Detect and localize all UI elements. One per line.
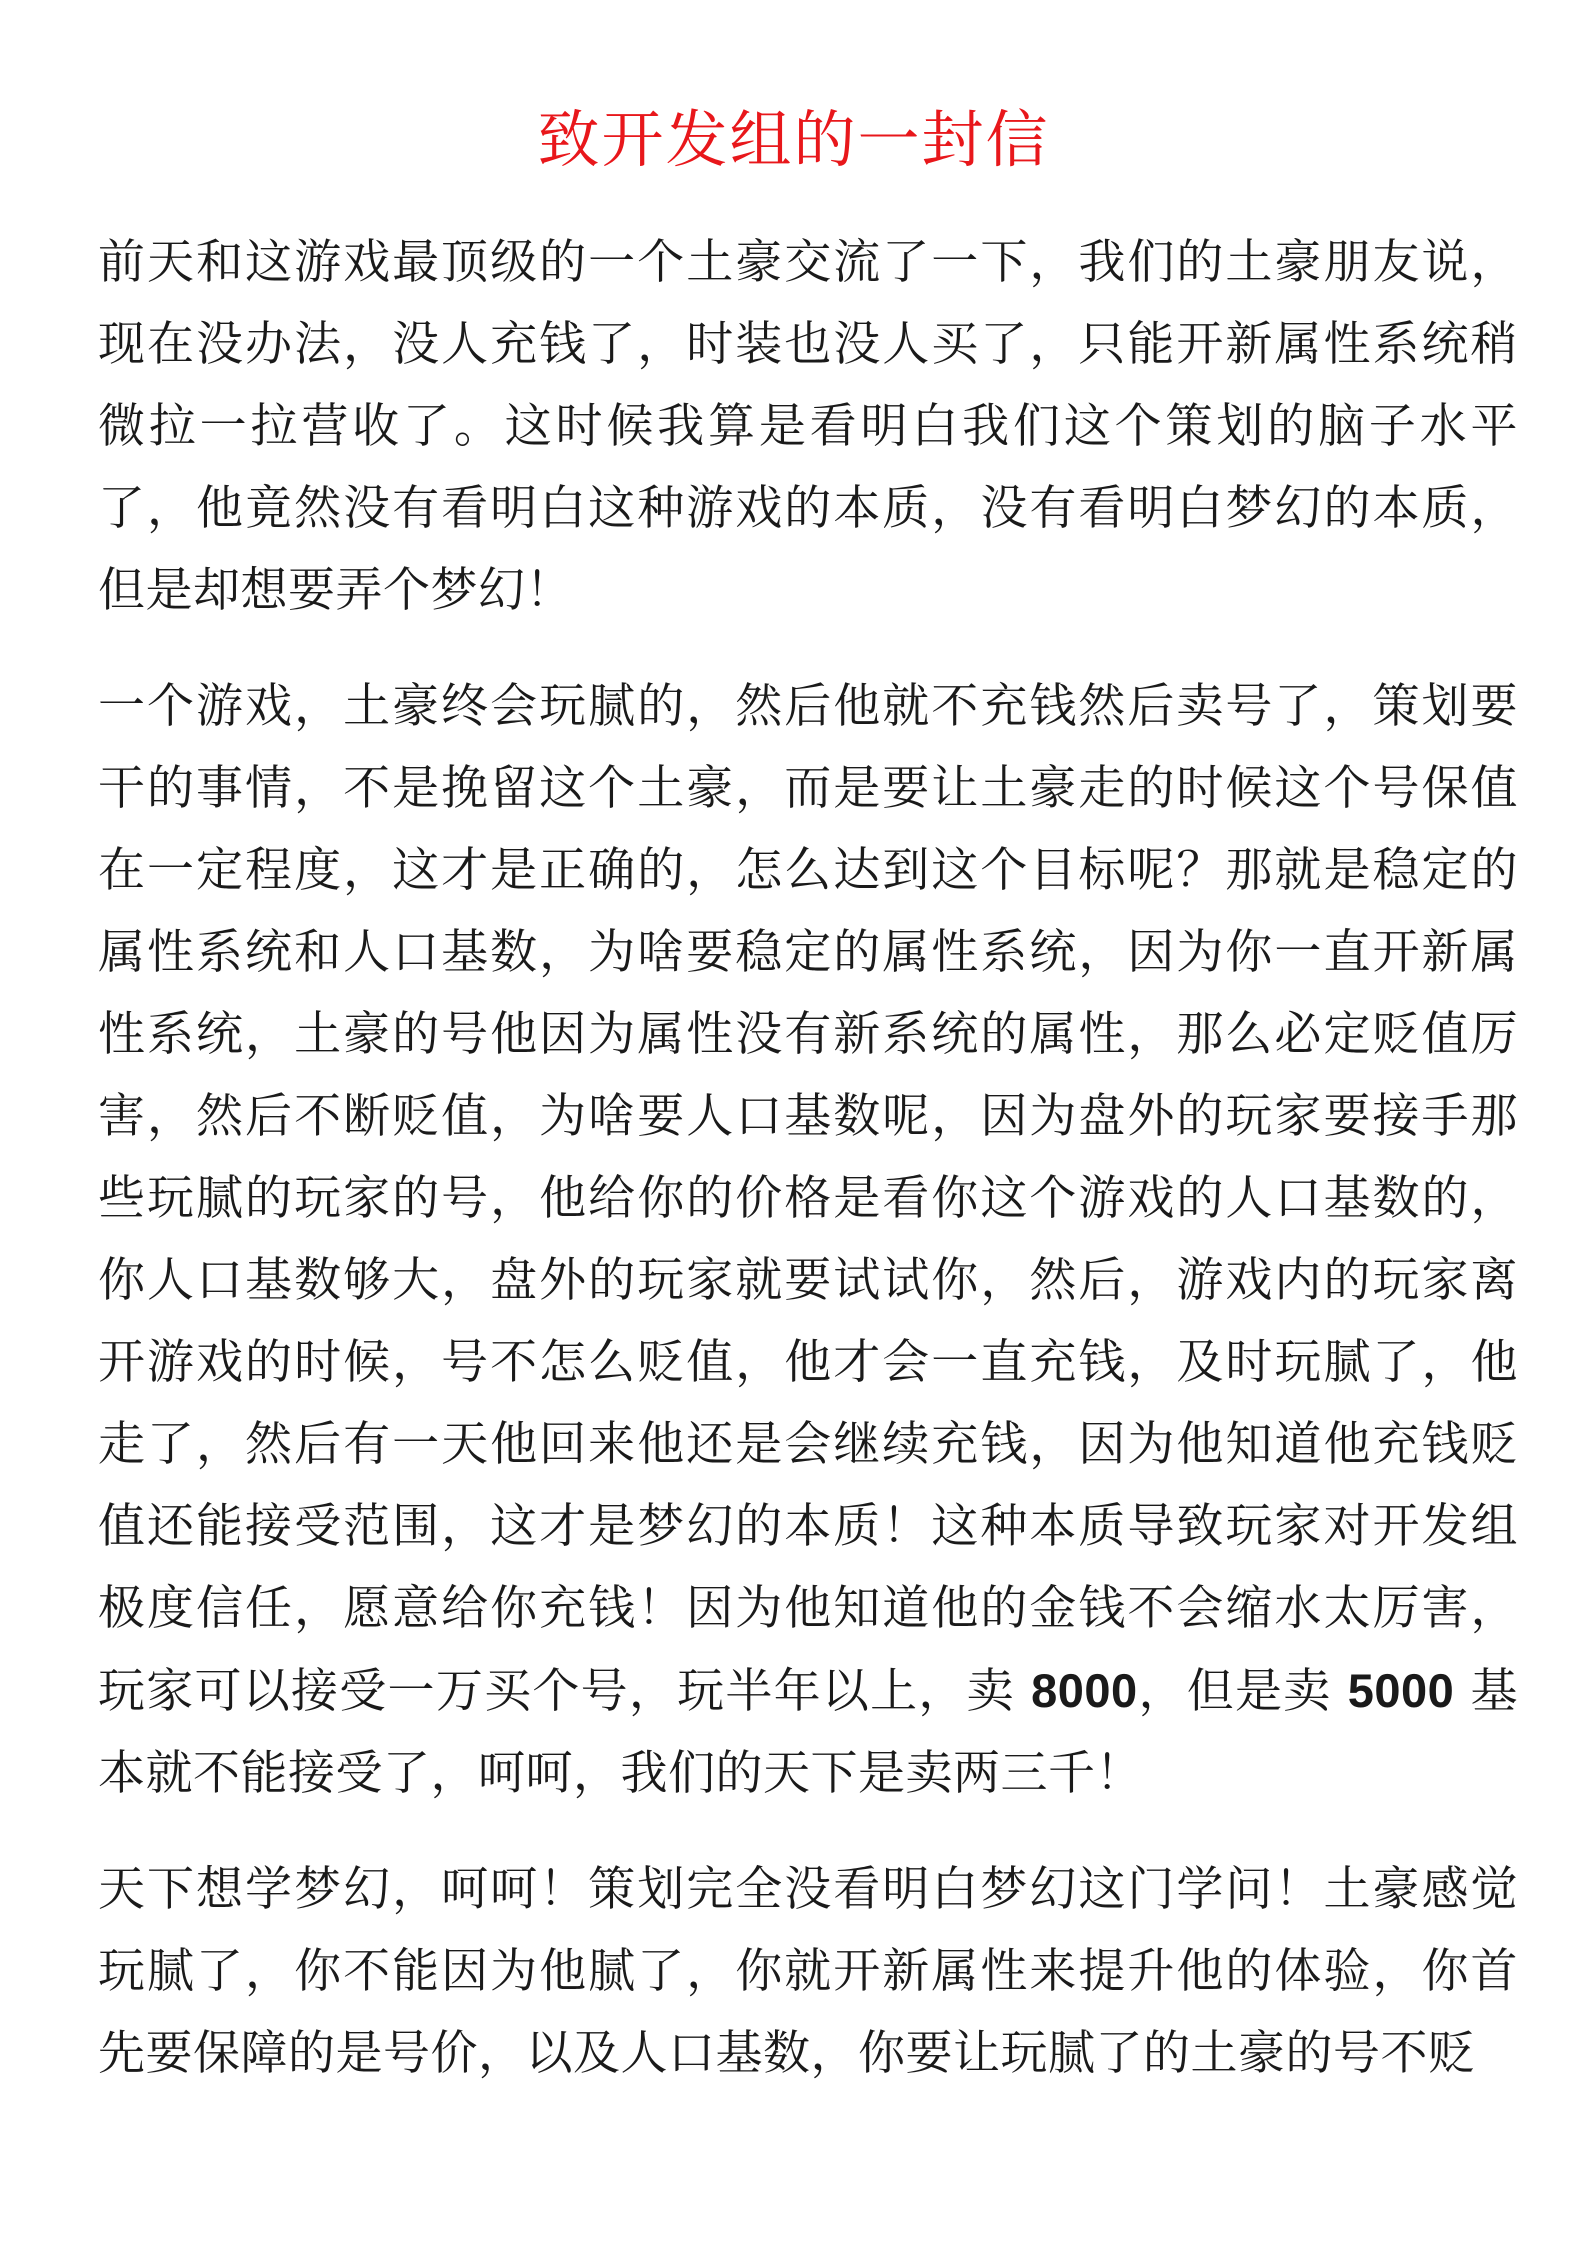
paragraph-2-tail: 基本就不能接受了，呵呵，我们的天下是卖两三千！ (98, 1664, 1518, 1801)
price-5000: 5000 (1347, 1664, 1455, 1717)
paragraph-2-mid: ，但是卖 (1137, 1664, 1332, 1719)
letter-body (98, 222, 1518, 2095)
paragraph-2-text: 一个游戏，土豪终会玩腻的，然后他就不充钱然后卖号了，策划要干的事情，不是挽留这个土豪，而是要让土豪走的时候这个号保值在一定程度，这才是正确的，怎么达到这个目标呢？那就是稳定的属性系统和人口基数，为啥要稳定的属性系统，因为你一直开新属性系统，土豪的号他因为属性没有新系统的属性，那么必定贬值厉害，然后不断贬值，为啥要人口基数呢，因为盘外的玩家要接手那些玩腻的玩家的号，他给你的价格是看你这个游戏的人口基数的，你人口基数够大，盘外的玩家就要试试你，然后，游戏内的玩家离开游戏的时候，号不怎么贬值，他才会一直充钱，及时玩腻了，他走了，然后有一天他回来他还是会继续充钱，因为他知道他充钱贬值还能接受范围，这才是梦幻的本质！这种本质导致玩家对开发组极度信任，愿意给你充钱！因为他知道他的金钱不会缩水太厉害，玩家可以接受一万买个号，玩半年以上，卖 (98, 679, 1518, 1719)
paragraph-1: 前天和这游戏最顶级的一个土豪交流了一下，我们的土豪朋友说，现在没办法，没人充钱了，时装也没人买了，只能开新属性系统稍微拉一拉营收了。这时候我算是看明白我们这个策划的脑子水平了，他竟然没有看明白这种游戏的本质，没有看明白梦幻的本质，但是却想要弄个梦幻！ (98, 235, 1518, 618)
paragraph-3: 天下想学梦幻，呵呵！策划完全没看明白梦幻这门学问！土豪感觉玩腻了，你不能因为他腻了，你就开新属性来提升他的体验，你首先要保障的是号价，以及人口基数，你要让玩腻了的土豪的号不贬 (98, 1862, 1518, 2081)
price-8000: 8000 (1031, 1664, 1138, 1717)
document-title: 致开发组的一封信 (537, 103, 1050, 176)
paragraph-2 (98, 666, 1518, 1815)
